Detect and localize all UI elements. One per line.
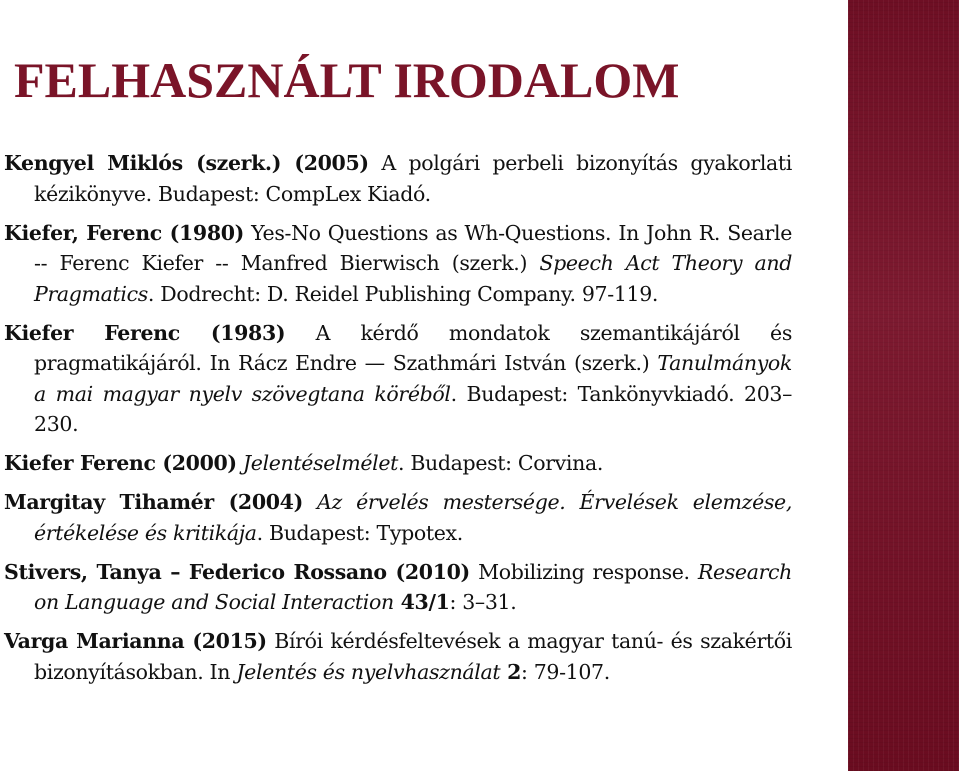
reference-author: Kiefer Ferenc (1983) [4, 320, 286, 345]
reference-title: Jelentés és nyelvhasználat [236, 659, 501, 684]
reference-entry [4, 557, 792, 618]
reference-author: Kiefer Ferenc (2000) [4, 451, 237, 475]
reference-list [4, 148, 792, 696]
reference-entry [4, 318, 792, 440]
reference-title: Research on Language and Social Interaction [34, 559, 793, 614]
reference-entry [4, 626, 792, 687]
reference-text: A kérdő mondatok szemantikájáról és pragmatikájáról. In Rácz Endre — Szathmári István (szerk.) [34, 320, 792, 375]
reference-entry [4, 218, 792, 310]
reference-text: . Budapest: Tankönyvkiadó. 203–230. [34, 381, 792, 436]
reference-author: Margitay Tihamér (2004) [4, 490, 303, 514]
reference-text: . Dodrecht: D. Reidel Publishing Company. 97-119. [147, 281, 659, 306]
reference-title: Jelentéselmélet [242, 451, 398, 475]
reference-title: Az érvelés mestersége. Érvelések elemzése, értékelése és kritikája [34, 490, 792, 545]
reference-author: Kengyel Miklós (szerk.) (2005) [4, 151, 369, 175]
reference-title: Speech Act Theory and Pragmatics [34, 251, 792, 306]
reference-text: . Budapest: Corvina. [398, 451, 603, 475]
page-title: FELHASZNÁLT IRODALOM [14, 52, 680, 108]
reference-entry [4, 148, 792, 209]
reference-text: Mobilizing response. [469, 559, 698, 584]
reference-entry [4, 448, 792, 479]
reference-text: A polgári perbeli bizonyítás gyakorlati kézikönyve. Budapest: CompLex Kiadó. [34, 151, 792, 206]
reference-text: : 79-107. [520, 659, 610, 684]
decorative-side-band [848, 0, 959, 771]
reference-volume: 43/1 [393, 590, 450, 614]
reference-author: Kiefer, Ferenc (1980) [4, 220, 244, 245]
reference-text: . Budapest: Typotex. [256, 520, 463, 545]
reference-volume: 2 [500, 659, 521, 684]
reference-author: Stivers, Tanya – Federico Rossano (2010) [4, 559, 470, 584]
reference-entry [4, 487, 792, 548]
reference-text: Bírói kérdésfeltevések a magyar tanú- és szakértői bizonyításokban. In [34, 629, 793, 684]
reference-text: Yes-No Questions as Wh-Questions. In John R. Searle -- Ferenc Kiefer -- Manfred Bierwisch (szerk.) [34, 220, 792, 275]
reference-author: Varga Marianna (2015) [4, 629, 267, 653]
reference-text [303, 490, 317, 514]
reference-title: Tanulmányok a mai magyar nyelv szövegtana köréből [34, 351, 792, 406]
reference-text: : 3–31. [449, 590, 517, 614]
